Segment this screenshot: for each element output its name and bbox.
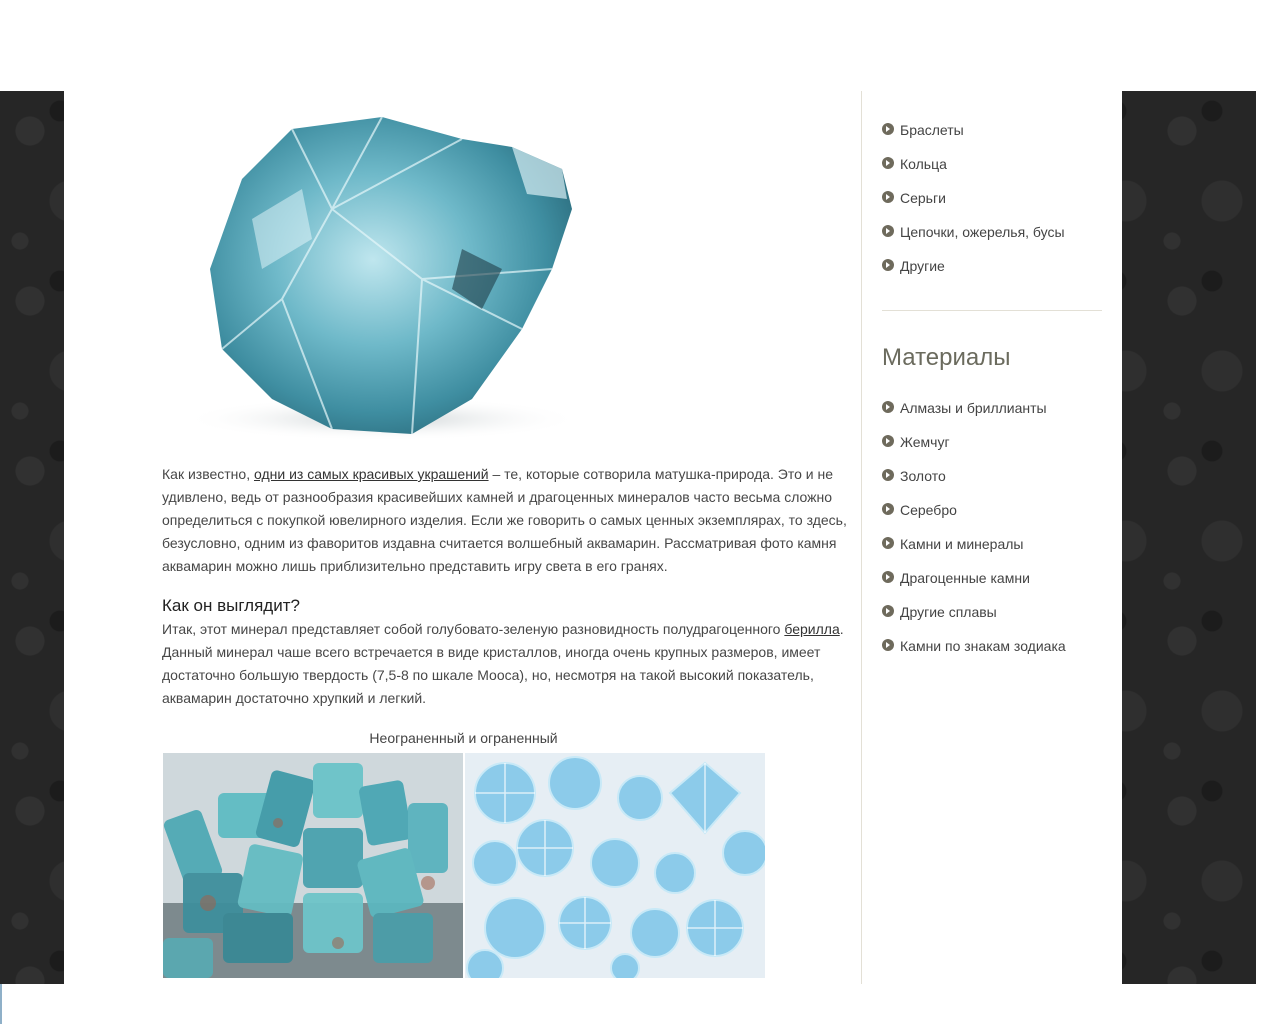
beautiful-jewelry-link[interactable]: одни из самых красивых украшений — [253, 466, 489, 482]
sidebar-separator — [882, 310, 1102, 311]
rough-aquamarine-crystals-image[interactable] — [163, 753, 463, 978]
arrow-bullet-icon — [882, 225, 894, 237]
image-caption: Неограненный и ограненный — [369, 730, 558, 746]
materials-list — [882, 391, 1104, 663]
arrow-bullet-icon — [882, 503, 894, 515]
arrow-bullet-icon — [882, 571, 894, 583]
arrow-bullet-icon — [882, 191, 894, 203]
sidebar-item-chains[interactable]: Цепочки, ожерелья, бусы — [882, 215, 1104, 249]
arrow-bullet-icon — [882, 401, 894, 413]
arrow-bullet-icon — [882, 469, 894, 481]
sidebar-divider — [861, 91, 862, 984]
beryl-link[interactable]: берилла — [784, 621, 840, 637]
right-margin — [1256, 91, 1280, 984]
arrow-bullet-icon — [882, 435, 894, 447]
description-paragraph: Итак, этот минерал представляет собой голубовато-зеленую разновидность полудрагоценного берилла. Данный минерал чаше всего встречается в виде кристаллов, иногда очень крупных размеров, имеет достаточно большую твердость (7,5-8 по шкале Мооса), но, несмотря на такой высокий показатель, аквамарин достаточно хрупкий и легкий. — [162, 621, 844, 706]
arrow-bullet-icon — [882, 537, 894, 549]
intro-paragraph: Как известно, одни из самых красивых украшений – те, которые сотворила матушка-природа. Это и не удивлено, ведь от разнообразия красивейших камней и драгоценных минералов часто весьма сложно определиться с покупкой ювелирного изделия. Если же говорить о самых ценных экземплярах, то здесь, безусловно, одним из фаворитов издавна считается волшебный аквамарин. Рассматривая фото камня аквамарин можно лишь приблизительно представить игру света в его гранях. — [162, 466, 847, 574]
sidebar-item-silver[interactable]: Серебро — [882, 493, 1104, 527]
arrow-bullet-icon — [882, 259, 894, 271]
aquamarine-rough-stone-image[interactable] — [162, 99, 614, 447]
arrow-bullet-icon — [882, 639, 894, 651]
sidebar-item-diamonds[interactable]: Алмазы и бриллианты — [882, 391, 1104, 425]
sidebar-item-bracelets[interactable]: Браслеты — [882, 113, 1104, 147]
section-heading: Как он выглядит? — [162, 596, 300, 615]
arrow-bullet-icon — [882, 605, 894, 617]
window-edge — [0, 984, 2, 1024]
sidebar-item-stones-minerals[interactable]: Камни и минералы — [882, 527, 1104, 561]
sidebar-item-rings[interactable]: Кольца — [882, 147, 1104, 181]
arrow-bullet-icon — [882, 157, 894, 169]
sidebar-item-zodiac-stones[interactable]: Камни по знакам зодиака — [882, 629, 1104, 663]
sidebar-item-pearls[interactable]: Жемчуг — [882, 425, 1104, 459]
sidebar-item-other-alloys[interactable]: Другие сплавы — [882, 595, 1104, 629]
materials-heading: Материалы — [882, 344, 1011, 371]
arrow-bullet-icon — [882, 123, 894, 135]
sidebar-item-gold[interactable]: Золото — [882, 459, 1104, 493]
content-page — [64, 91, 1122, 984]
sidebar-item-earrings[interactable]: Серьги — [882, 181, 1104, 215]
sidebar-item-precious-stones[interactable]: Драгоценные камни — [882, 561, 1104, 595]
sidebar-item-other[interactable]: Другие — [882, 249, 1104, 283]
category-list — [882, 113, 1104, 283]
faceted-aquamarine-beads-image[interactable] — [465, 753, 765, 978]
